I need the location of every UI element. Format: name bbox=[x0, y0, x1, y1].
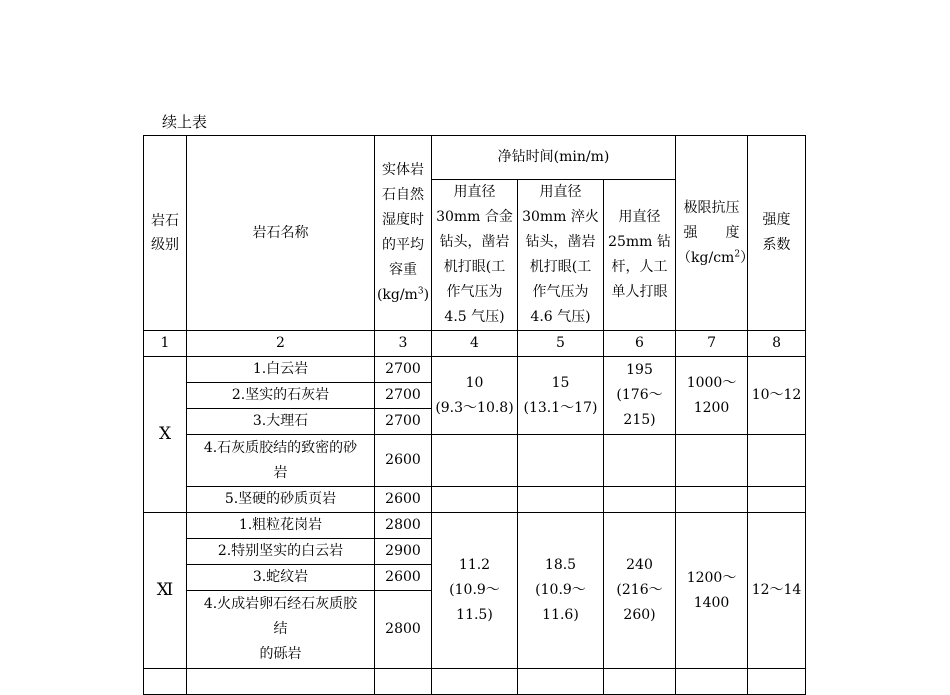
density-xi-3: 2600 bbox=[375, 565, 432, 591]
drill-quenched-x-value: 15 bbox=[551, 374, 570, 391]
header-drill-group: 净钻时间(min/m) bbox=[432, 136, 676, 180]
strength-xi-line-2: 1400 bbox=[693, 594, 730, 611]
empty-cell bbox=[375, 669, 432, 695]
drill-alloy-x-value: 10 bbox=[465, 374, 484, 391]
drill-manual-xi-range-2: 260) bbox=[623, 607, 656, 623]
rock-name-x-3: 3.大理石 bbox=[187, 409, 375, 435]
col-number-3: 3 bbox=[375, 331, 432, 357]
rock-name-x-2: 2.坚实的石灰岩 bbox=[187, 383, 375, 409]
header-strength-unit-text: （kg/cm bbox=[677, 249, 735, 266]
header-strength-unit-end: ） bbox=[740, 249, 755, 266]
strength-x bbox=[676, 357, 748, 435]
header-drill-manual-line-1: 用直径 bbox=[618, 209, 661, 225]
density-xi-4: 2800 bbox=[375, 591, 432, 669]
col-number-7: 7 bbox=[676, 331, 748, 357]
drill-manual-xi-range-1: (216～ bbox=[616, 582, 663, 598]
density-x-2: 2700 bbox=[375, 383, 432, 409]
header-drill-manual-line-2: 25mm 钻 bbox=[608, 234, 671, 250]
header-drill-quenched-line-2: 30mm 淬火 bbox=[522, 209, 599, 225]
empty-cell bbox=[432, 487, 518, 513]
empty-cell bbox=[748, 435, 806, 487]
col-number-5: 5 bbox=[518, 331, 604, 357]
header-name: 岩石名称 bbox=[187, 136, 375, 331]
empty-cell bbox=[518, 487, 604, 513]
rock-name-xi-4-line-2: 结 bbox=[273, 621, 288, 637]
rock-name-xi-4-line-3: 的砾岩 bbox=[259, 646, 302, 662]
empty-cell bbox=[676, 487, 748, 513]
rock-classification-table bbox=[143, 135, 806, 695]
density-xi-1: 2800 bbox=[375, 513, 432, 539]
drill-quenched-x bbox=[518, 357, 604, 435]
header-drill-alloy-line-3: 钻头，凿岩 bbox=[439, 234, 510, 250]
table-row bbox=[144, 669, 806, 695]
header-density-unit bbox=[376, 283, 430, 308]
rock-name-x-5: 5.坚硬的砂质页岩 bbox=[187, 487, 375, 513]
empty-cell bbox=[604, 487, 676, 513]
header-density-line-4: 的平均 bbox=[382, 237, 424, 253]
table-row bbox=[144, 435, 806, 487]
empty-cell bbox=[676, 669, 748, 695]
header-density-unit-sup: 3 bbox=[417, 286, 424, 297]
column-number-row bbox=[144, 331, 806, 357]
header-drill-quenched-line-4: 机打眼(工 bbox=[529, 259, 592, 275]
header-drill-manual bbox=[604, 180, 676, 331]
rock-name-xi-2: 2.特别坚实的白云岩 bbox=[187, 539, 375, 565]
drill-quenched-xi-range: (10.9～11.6) bbox=[535, 582, 586, 623]
header-grade bbox=[144, 136, 187, 331]
table-row bbox=[144, 357, 806, 383]
drill-quenched-xi-value: 18.5 bbox=[544, 557, 577, 573]
header-drill-manual-line-4: 单人打眼 bbox=[611, 284, 668, 300]
header-drill-alloy-line-2: 30mm 合金 bbox=[436, 209, 513, 225]
header-density-line-1: 实体岩 bbox=[382, 162, 424, 178]
rock-name-x-4-line-1: 4.石灰质胶结的致密的砂 bbox=[203, 439, 358, 456]
strength-x-line-2: 1200 bbox=[693, 399, 730, 416]
header-density bbox=[375, 136, 432, 331]
col-number-8: 8 bbox=[748, 331, 806, 357]
drill-alloy-x bbox=[432, 357, 518, 435]
drill-manual-x-value: 195 bbox=[626, 362, 653, 378]
strength-x-line-1: 1000～ bbox=[686, 374, 737, 391]
header-coef-line-1: 强度 bbox=[762, 212, 791, 228]
header-drill-alloy-line-4: 机打眼(工 bbox=[443, 259, 506, 275]
header-drill-alloy-line-6: 4.5 气压) bbox=[444, 309, 505, 325]
coefficient-x: 10～12 bbox=[748, 357, 806, 435]
header-density-line-2: 石自然 bbox=[382, 187, 424, 203]
header-strength bbox=[676, 136, 755, 331]
header-grade-text: 岩石级别 bbox=[151, 213, 179, 253]
density-xi-2: 2900 bbox=[375, 539, 432, 565]
header-coef-line-2: 系数 bbox=[762, 237, 791, 253]
rock-name-x-4 bbox=[187, 435, 375, 487]
empty-cell bbox=[144, 669, 187, 695]
rock-name-xi-4 bbox=[187, 591, 375, 669]
header-density-line-5: 容重 bbox=[389, 262, 417, 278]
header-density-unit-end: ) bbox=[423, 287, 430, 303]
table-row bbox=[144, 513, 806, 539]
empty-cell bbox=[748, 669, 806, 695]
header-strength-line-1: 极限抗压 bbox=[683, 199, 740, 216]
drill-manual-x-range-2: 215) bbox=[623, 412, 656, 428]
empty-cell bbox=[604, 435, 676, 487]
col-number-2: 2 bbox=[187, 331, 375, 357]
header-drill-manual-line-3: 杆，人工 bbox=[611, 259, 668, 275]
header-drill-quenched bbox=[518, 180, 604, 331]
strength-xi bbox=[676, 513, 748, 669]
col-number-4: 4 bbox=[432, 331, 518, 357]
empty-cell bbox=[748, 487, 806, 513]
header-density-line-3: 湿度时 bbox=[382, 212, 424, 228]
density-x-1: 2700 bbox=[375, 357, 432, 383]
drill-quenched-x-range: (13.1～17) bbox=[523, 399, 598, 416]
empty-cell bbox=[187, 669, 375, 695]
table-row bbox=[144, 487, 806, 513]
empty-cell bbox=[518, 435, 604, 487]
empty-cell bbox=[432, 435, 518, 487]
density-x-3: 2700 bbox=[375, 409, 432, 435]
density-x-5: 2600 bbox=[375, 487, 432, 513]
empty-cell bbox=[518, 669, 604, 695]
header-drill-quenched-line-5: 作气压为 bbox=[532, 284, 589, 300]
col-number-6: 6 bbox=[604, 331, 676, 357]
empty-cell bbox=[604, 669, 676, 695]
header-drill-quenched-line-3: 钻头，凿岩 bbox=[525, 234, 596, 250]
drill-manual-xi-value: 240 bbox=[626, 557, 653, 573]
density-x-4: 2600 bbox=[375, 435, 432, 487]
rock-name-xi-1: 1.粗粒花岗岩 bbox=[187, 513, 375, 539]
drill-manual-xi bbox=[604, 513, 676, 669]
header-drill-alloy bbox=[432, 180, 518, 331]
drill-alloy-xi bbox=[432, 513, 518, 669]
drill-alloy-x-range: (9.3～10.8) bbox=[435, 399, 514, 416]
header-coefficient bbox=[748, 136, 806, 331]
empty-cell bbox=[432, 669, 518, 695]
strength-xi-line-1: 1200～ bbox=[686, 569, 737, 586]
grade-x: Ⅹ bbox=[144, 357, 187, 513]
rock-name-xi-4-line-1: 4.火成岩卵石经石灰质胶 bbox=[203, 596, 358, 612]
header-strength-unit bbox=[677, 246, 755, 271]
header-strength-unit-sup: 2 bbox=[734, 248, 741, 259]
header-density-unit-text: (kg/m bbox=[376, 287, 418, 303]
drill-manual-x-range-1: (176～ bbox=[616, 387, 663, 403]
empty-cell bbox=[676, 435, 748, 487]
rock-name-x-1: 1.白云岩 bbox=[187, 357, 375, 383]
rock-name-xi-3: 3.蛇纹岩 bbox=[187, 565, 375, 591]
header-drill-quenched-line-1: 用直径 bbox=[539, 184, 582, 200]
rock-name-x-4-line-2: 岩 bbox=[273, 464, 288, 481]
drill-quenched-xi bbox=[518, 513, 604, 669]
header-drill-alloy-line-5: 作气压为 bbox=[446, 284, 503, 300]
header-drill-alloy-line-1: 用直径 bbox=[453, 184, 496, 200]
drill-alloy-xi-range: (10.9～11.5) bbox=[449, 582, 500, 623]
drill-alloy-xi-value: 11.2 bbox=[458, 557, 491, 573]
col-number-1: 1 bbox=[144, 331, 187, 357]
drill-manual-x bbox=[604, 357, 676, 435]
grade-xi: Ⅺ bbox=[144, 513, 187, 669]
header-drill-quenched-line-6: 4.6 气压) bbox=[530, 309, 591, 325]
header-strength-line-2: 强 度 bbox=[683, 224, 740, 241]
coefficient-xi: 12～14 bbox=[748, 513, 806, 669]
table-caption: 续上表 bbox=[162, 113, 208, 131]
